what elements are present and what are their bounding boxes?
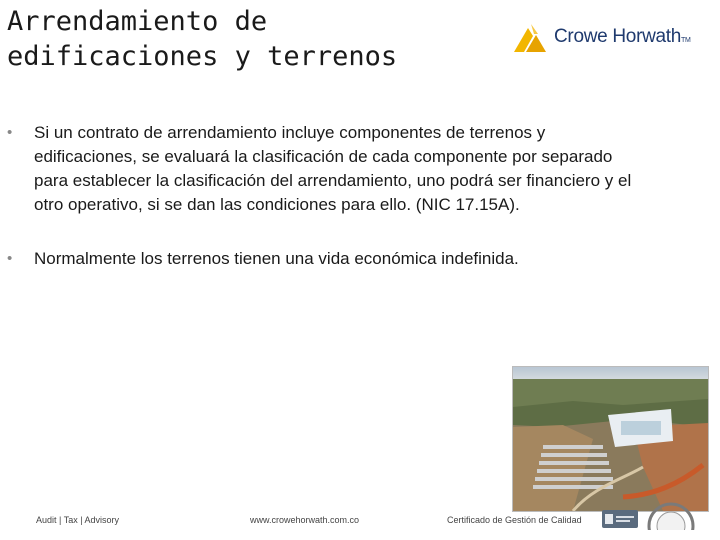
slide-title [7,4,477,74]
logo-text: Crowe HorwathTM [554,26,691,47]
crowe-horwath-logo [514,22,704,56]
aerial-photo-image [513,367,708,511]
slide-title-line-1: Arrendamiento de [7,6,268,37]
bullet-text: Normalmente los terrenos tienen una vida económica indefinida. [34,249,519,268]
bullet-item [7,247,647,271]
bullet-list [7,121,647,271]
footer-certificate: Certificado de Gestión de Calidad [447,515,582,525]
crowe-chevron-mark-icon [514,22,550,54]
aerial-construction-photo [512,366,709,512]
bullet-marker: • [7,250,13,267]
certification-badge-icon [602,510,638,528]
slide-title-line-2: edificaciones y terrenos [7,41,398,72]
quality-seal-icon [646,500,696,530]
bullet-item [7,121,647,217]
footer-website[interactable]: www.crowehorwath.com.co [250,515,360,525]
footer-services: Audit | Tax | Advisory [36,515,120,525]
bullet-text: Si un contrato de arrendamiento incluye componentes de terrenos y edificaciones, se evaluará la clasificación de cada componente por separado para establecer la clasificación del arrendamiento, uno podrá ser financiero y el otro operativo, si se dan las condiciones para ello. (NIC 17.15A). [34,123,632,214]
bullet-marker: • [7,124,13,141]
logo-trademark: TM [681,37,691,44]
